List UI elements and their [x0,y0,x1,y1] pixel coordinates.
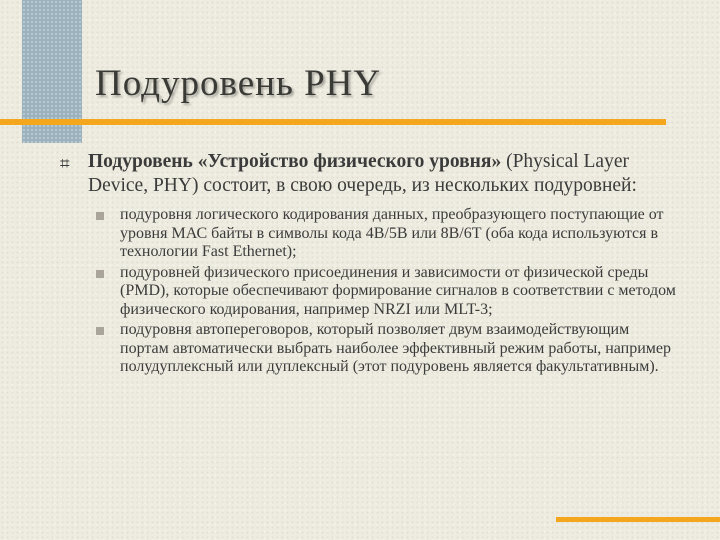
list-item [96,321,690,377]
slide-title: Подуровень PHY [95,63,382,104]
main-point-bold: Подуровень «Устройство физического уровня» [88,151,502,172]
list-item [96,206,690,262]
list-item [96,264,690,320]
main-point [60,150,690,198]
main-point-rest: (Physical Layer Device, PHY) состоит, в свою очередь, из нескольких подуровней: [88,151,637,196]
main-point-text [88,150,690,198]
square-bullet-icon [96,212,104,220]
list-item-text: подуровня автопереговоров, который позволяет двум взаимодействующим портам автоматически выбрать наиболее эффективный режим работы, например полудуплексный или дуплексный (этот подуровень является факультативным). [120,321,671,375]
list-item-text: подуровней физического присоединения и зависимости от физической среды (PMD), которые обеспечивают формирование сигналов в соответствии с методом физического кодирования, например NRZI или MLT-3; [120,263,676,318]
title-underline [0,119,666,125]
square-bullet-icon [96,270,104,278]
list-item-text: подуровня логического кодирования данных, преобразующего поступающие от уровня МАС байты в символы кода 4В/5В или 8В/6Т (оба кода используются в технологии Fast Ethernet); [120,206,664,260]
subpoint-list [60,206,690,377]
slide-body [60,150,690,379]
square-bullet-icon [96,327,104,335]
footer-line [556,517,720,522]
hash-bullet-icon: ⌗ [60,154,70,174]
